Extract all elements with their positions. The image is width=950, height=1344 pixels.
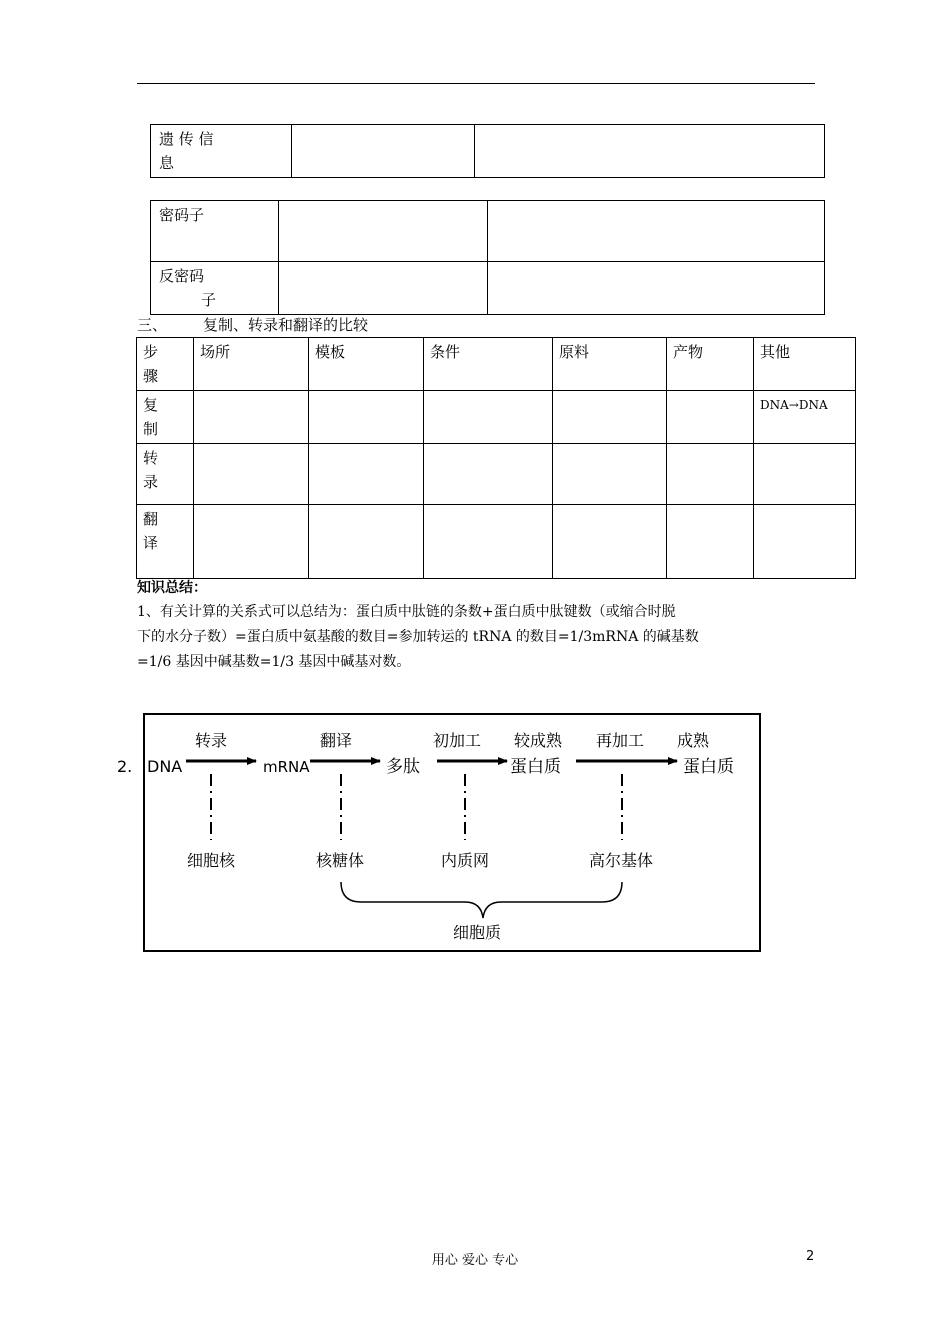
table-cell[interactable] <box>194 391 309 444</box>
header-cell: 产物 <box>667 338 754 391</box>
row-label: 翻 译 <box>137 505 194 579</box>
table-row <box>137 444 856 505</box>
header-cell: 场所 <box>194 338 309 391</box>
step-reprocessing: 再加工 <box>596 731 645 750</box>
location-ribosome: 核糖体 <box>316 851 365 870</box>
location-cytoplasm: 细胞质 <box>453 923 502 942</box>
protein-synthesis-diagram <box>115 712 775 957</box>
header-cell: 模板 <box>309 338 424 391</box>
codon-cell[interactable] <box>279 201 488 262</box>
step-more-mature: 较成熟 <box>514 731 563 750</box>
step-translation: 翻译 <box>320 731 353 750</box>
step-initial-processing: 初加工 <box>433 731 482 750</box>
node-mrna: mRNA <box>263 758 310 776</box>
codon-label <box>151 201 279 262</box>
location-er: 内质网 <box>441 851 490 870</box>
anticodon-label <box>151 262 279 315</box>
table-cell[interactable] <box>309 444 424 505</box>
row-label: 转 录 <box>137 444 194 505</box>
header-cell: 其他 <box>754 338 856 391</box>
node-polypeptide: 多肽 <box>386 757 420 777</box>
table-cell[interactable] <box>553 391 667 444</box>
other-cell[interactable] <box>754 444 856 505</box>
table-cell[interactable] <box>667 444 754 505</box>
genetic-info-label-line1: 遗 传 信 <box>159 130 214 148</box>
location-nucleus: 细胞核 <box>187 851 236 870</box>
anticodon-label-line1: 反密码 <box>159 267 205 285</box>
comparison-table <box>136 337 856 579</box>
table-cell[interactable] <box>424 505 553 579</box>
summary-title: 知识总结： <box>137 580 207 596</box>
node-protein-mature: 蛋白质 <box>683 757 734 777</box>
summary-text <box>137 600 767 675</box>
table-cell[interactable] <box>553 444 667 505</box>
genetic-info-cell[interactable] <box>292 125 475 178</box>
codon-table <box>150 200 825 315</box>
table-cell[interactable] <box>553 505 667 579</box>
anticodon-cell[interactable] <box>488 262 825 315</box>
summary-line: 下的水分子数）=蛋白质中氨基酸的数目=参加转运的 tRNA 的数目=1/3mRNA 的碱基数 <box>137 629 699 645</box>
table-cell[interactable] <box>309 391 424 444</box>
section3-heading <box>137 315 368 335</box>
summary-line: =1/6 基因中碱基数=1/3 基因中碱基对数。 <box>137 654 411 670</box>
table-row <box>137 505 856 579</box>
comparison-header-row <box>137 338 856 391</box>
other-cell[interactable] <box>754 505 856 579</box>
table-row <box>137 391 856 444</box>
page-footer: 用心 爱心 专心 <box>431 1253 519 1268</box>
table-cell[interactable] <box>309 505 424 579</box>
summary-line: 1、有关计算的关系式可以总结为：蛋白质中肽链的条数+蛋白质中肽键数（或缩合时脱 <box>137 604 676 620</box>
header-rule <box>137 83 815 84</box>
row-label: 复 制 <box>137 391 194 444</box>
table-cell[interactable] <box>667 391 754 444</box>
header-cell: 原料 <box>553 338 667 391</box>
node-protein-immature: 蛋白质 <box>510 757 561 777</box>
section3-title: 复制、转录和翻译的比较 <box>203 316 369 334</box>
step-transcription: 转录 <box>195 731 228 750</box>
diagram-number: 2. <box>117 757 133 776</box>
location-golgi: 高尔基体 <box>589 851 654 870</box>
table-cell[interactable] <box>194 444 309 505</box>
genetic-info-table <box>150 124 825 178</box>
header-cell: 步 骤 <box>137 338 194 391</box>
codon-label-line1: 密码子 <box>159 206 205 224</box>
table-cell[interactable] <box>424 444 553 505</box>
genetic-info-cell[interactable] <box>475 125 825 178</box>
anticodon-label-line2: 子 <box>201 291 217 309</box>
page-number: 2 <box>806 1249 815 1264</box>
table-cell[interactable] <box>194 505 309 579</box>
other-cell[interactable]: DNA→DNA <box>754 391 856 444</box>
codon-cell[interactable] <box>488 201 825 262</box>
header-cell: 条件 <box>424 338 553 391</box>
anticodon-cell[interactable] <box>279 262 488 315</box>
table-cell[interactable] <box>667 505 754 579</box>
genetic-info-label <box>151 125 292 178</box>
step-mature: 成熟 <box>677 731 710 750</box>
section3-number: 三、 <box>137 316 168 334</box>
genetic-info-label-line2: 息 <box>159 154 175 172</box>
node-dna: DNA <box>147 757 183 776</box>
table-cell[interactable] <box>424 391 553 444</box>
cytoplasm-brace <box>341 882 622 918</box>
